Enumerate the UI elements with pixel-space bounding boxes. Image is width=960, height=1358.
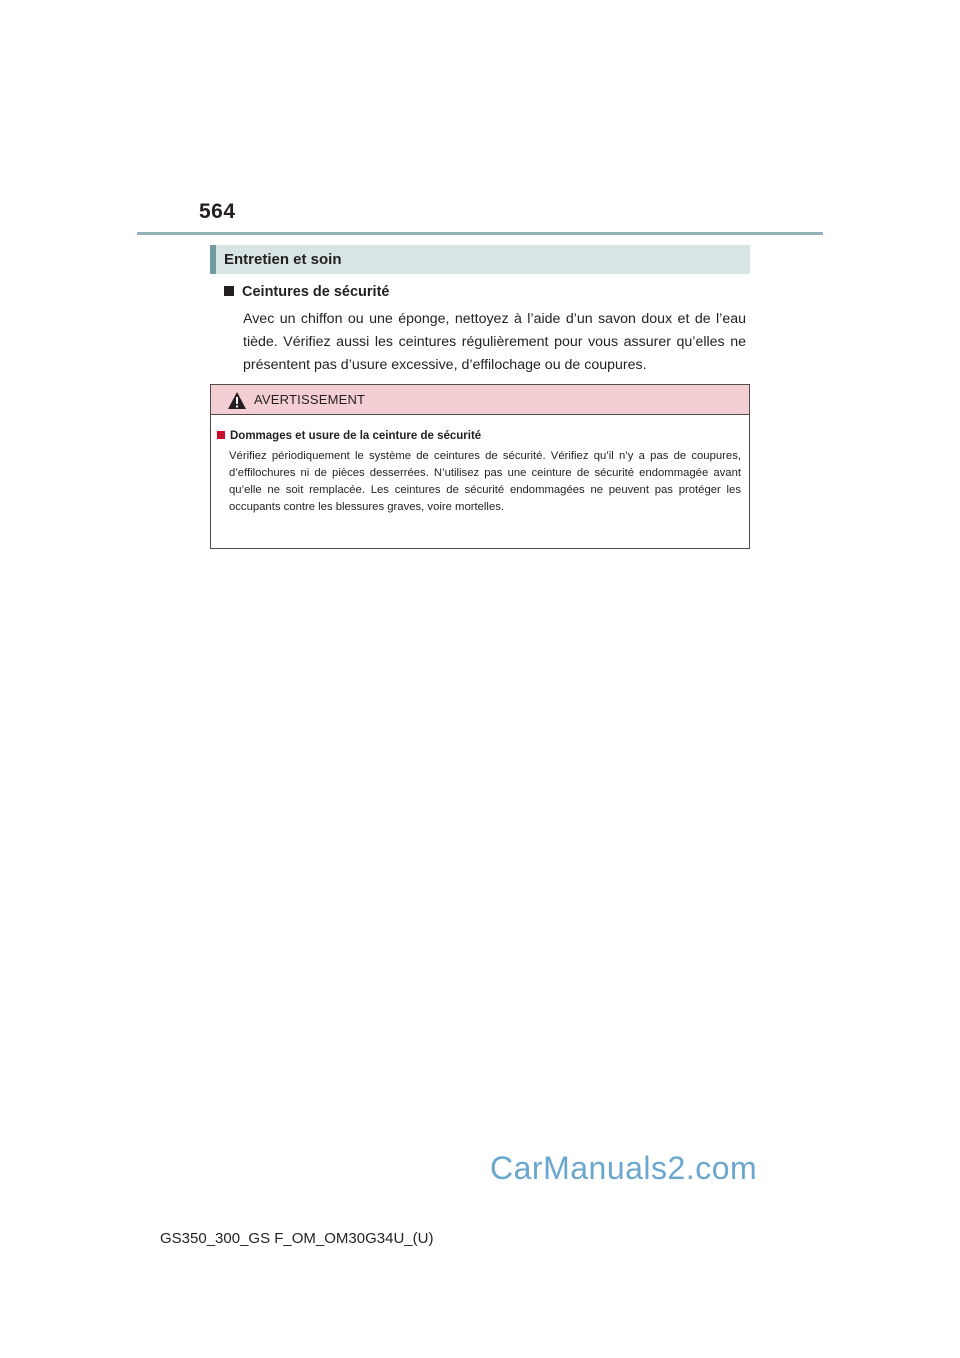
warning-header: [211, 385, 749, 415]
section-header: [210, 245, 750, 274]
warning-subhead-label: Dommages et usure de la ceinture de sécurité: [230, 430, 482, 442]
section-title: Entretien et soin: [224, 251, 342, 268]
subhead-label: Ceintures de sécurité: [242, 284, 390, 300]
warning-subhead: [217, 430, 481, 442]
page-number: 564: [199, 200, 236, 223]
subhead: [224, 284, 389, 300]
warning-text: Vérifiez périodiquement le système de ceintures de sécurité. Vérifiez qu’il n’y a pas de coupures, d’effilochures ni de pièces desserrées. N’utilisez pas une ceinture de sécurité endommagée avant qu’elle ne soit remplacée. Les ceintures de sécurité endommagées ne peuvent pas protéger les occupants contre les blessures graves, voire mortelles.: [229, 450, 741, 513]
warning-box: [210, 384, 750, 549]
red-square-bullet-icon: [217, 431, 225, 439]
warning-title: AVERTISSEMENT: [254, 392, 366, 407]
body-paragraph: Avec un chiffon ou une éponge, nettoyez à l’aide d’un savon doux et de l’eau tiède. Vérifiez aussi les ceintures régulièrement pour vous assurer qu’elles ne présentent pas d’usure excessive, d’effilochage ou de coupures.: [243, 311, 746, 373]
document-code: GS350_300_GS F_OM_OM30G34U_(U): [160, 1230, 434, 1247]
top-rule: [137, 232, 823, 235]
square-bullet-icon: [224, 286, 234, 296]
watermark-logo: CarManuals2.com: [490, 1150, 758, 1186]
warning-triangle-icon: [227, 391, 247, 410]
